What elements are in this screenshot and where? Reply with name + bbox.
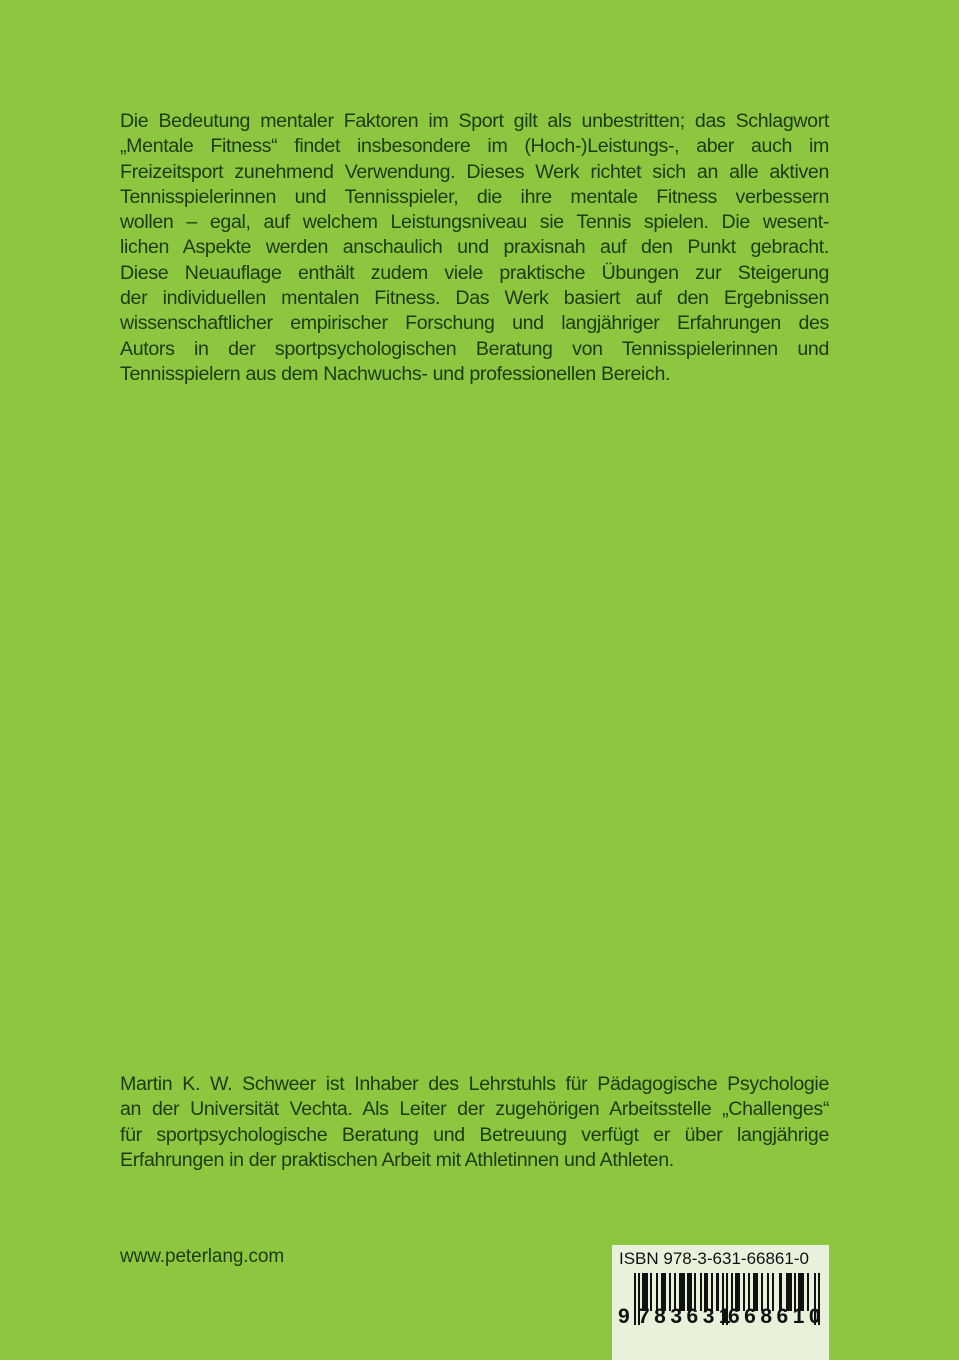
blurb-line: Tennisspielern aus dem Nachwuchs- und professionellen Bereich.: [120, 362, 671, 385]
author-bio-line: an der Universität Vechta. Als Leiter der zugehörigen Arbeitsstelle „Challenges“: [120, 1098, 829, 1121]
blurb-line: lichen Aspekte werden anschaulich und praxisnah auf den Punkt gebracht.: [120, 236, 829, 259]
author-bio-line: Erfahrungen in der praktischen Arbeit mit Athletinnen und Athleten.: [120, 1148, 674, 1171]
blurb-line: Autors in der sportpsychologischen Beratung von Tennisspielerinnen und: [120, 337, 829, 360]
barcode-digit-group-1: 783631: [638, 1305, 736, 1328]
blurb-line: Freizeitsport zunehmend Verwendung. Dieses Werk richtet sich an alle aktiven: [120, 160, 829, 183]
book-blurb: [120, 109, 829, 387]
author-bio-line: für sportpsychologische Beratung und Betreuung verfügt er über langjährige: [120, 1123, 829, 1146]
publisher-url: www.peterlang.com: [120, 1246, 285, 1267]
barcode-digit-group-2: 668610: [728, 1305, 826, 1328]
author-bio: [120, 1072, 829, 1173]
blurb-line: Diese Neuauflage enthält zudem viele praktische Übungen zur Steigerung: [120, 261, 829, 284]
blurb-line: Die Bedeutung mentaler Faktoren im Sport gilt als unbestritten; das Schlagwort: [120, 110, 829, 132]
author-bio-line: Martin K. W. Schweer ist Inhaber des Lehrstuhls für Pädagogische Psychologie: [120, 1073, 829, 1095]
barcode-digit-first: 9: [618, 1305, 635, 1328]
isbn-barcode-box: [612, 1245, 829, 1360]
blurb-line: der individuellen mentalen Fitness. Das Werk basiert auf den Ergebnissen: [120, 287, 829, 310]
blurb-line: Tennisspielerinnen und Tennisspieler, die ihre mentale Fitness verbessern: [120, 185, 829, 208]
blurb-line: „Mentale Fitness“ findet insbesondere im (Hoch-)Leistungs-, aber auch im: [120, 135, 829, 158]
isbn-label: ISBN 978-3-631-66861-0: [619, 1249, 809, 1268]
blurb-line: wollen – egal, auf welchem Leistungsniveau sie Tennis spielen. Die wesent-: [120, 211, 829, 234]
blurb-line: wissenschaftlicher empirischer Forschung und langjähriger Erfahrungen des: [120, 312, 829, 335]
